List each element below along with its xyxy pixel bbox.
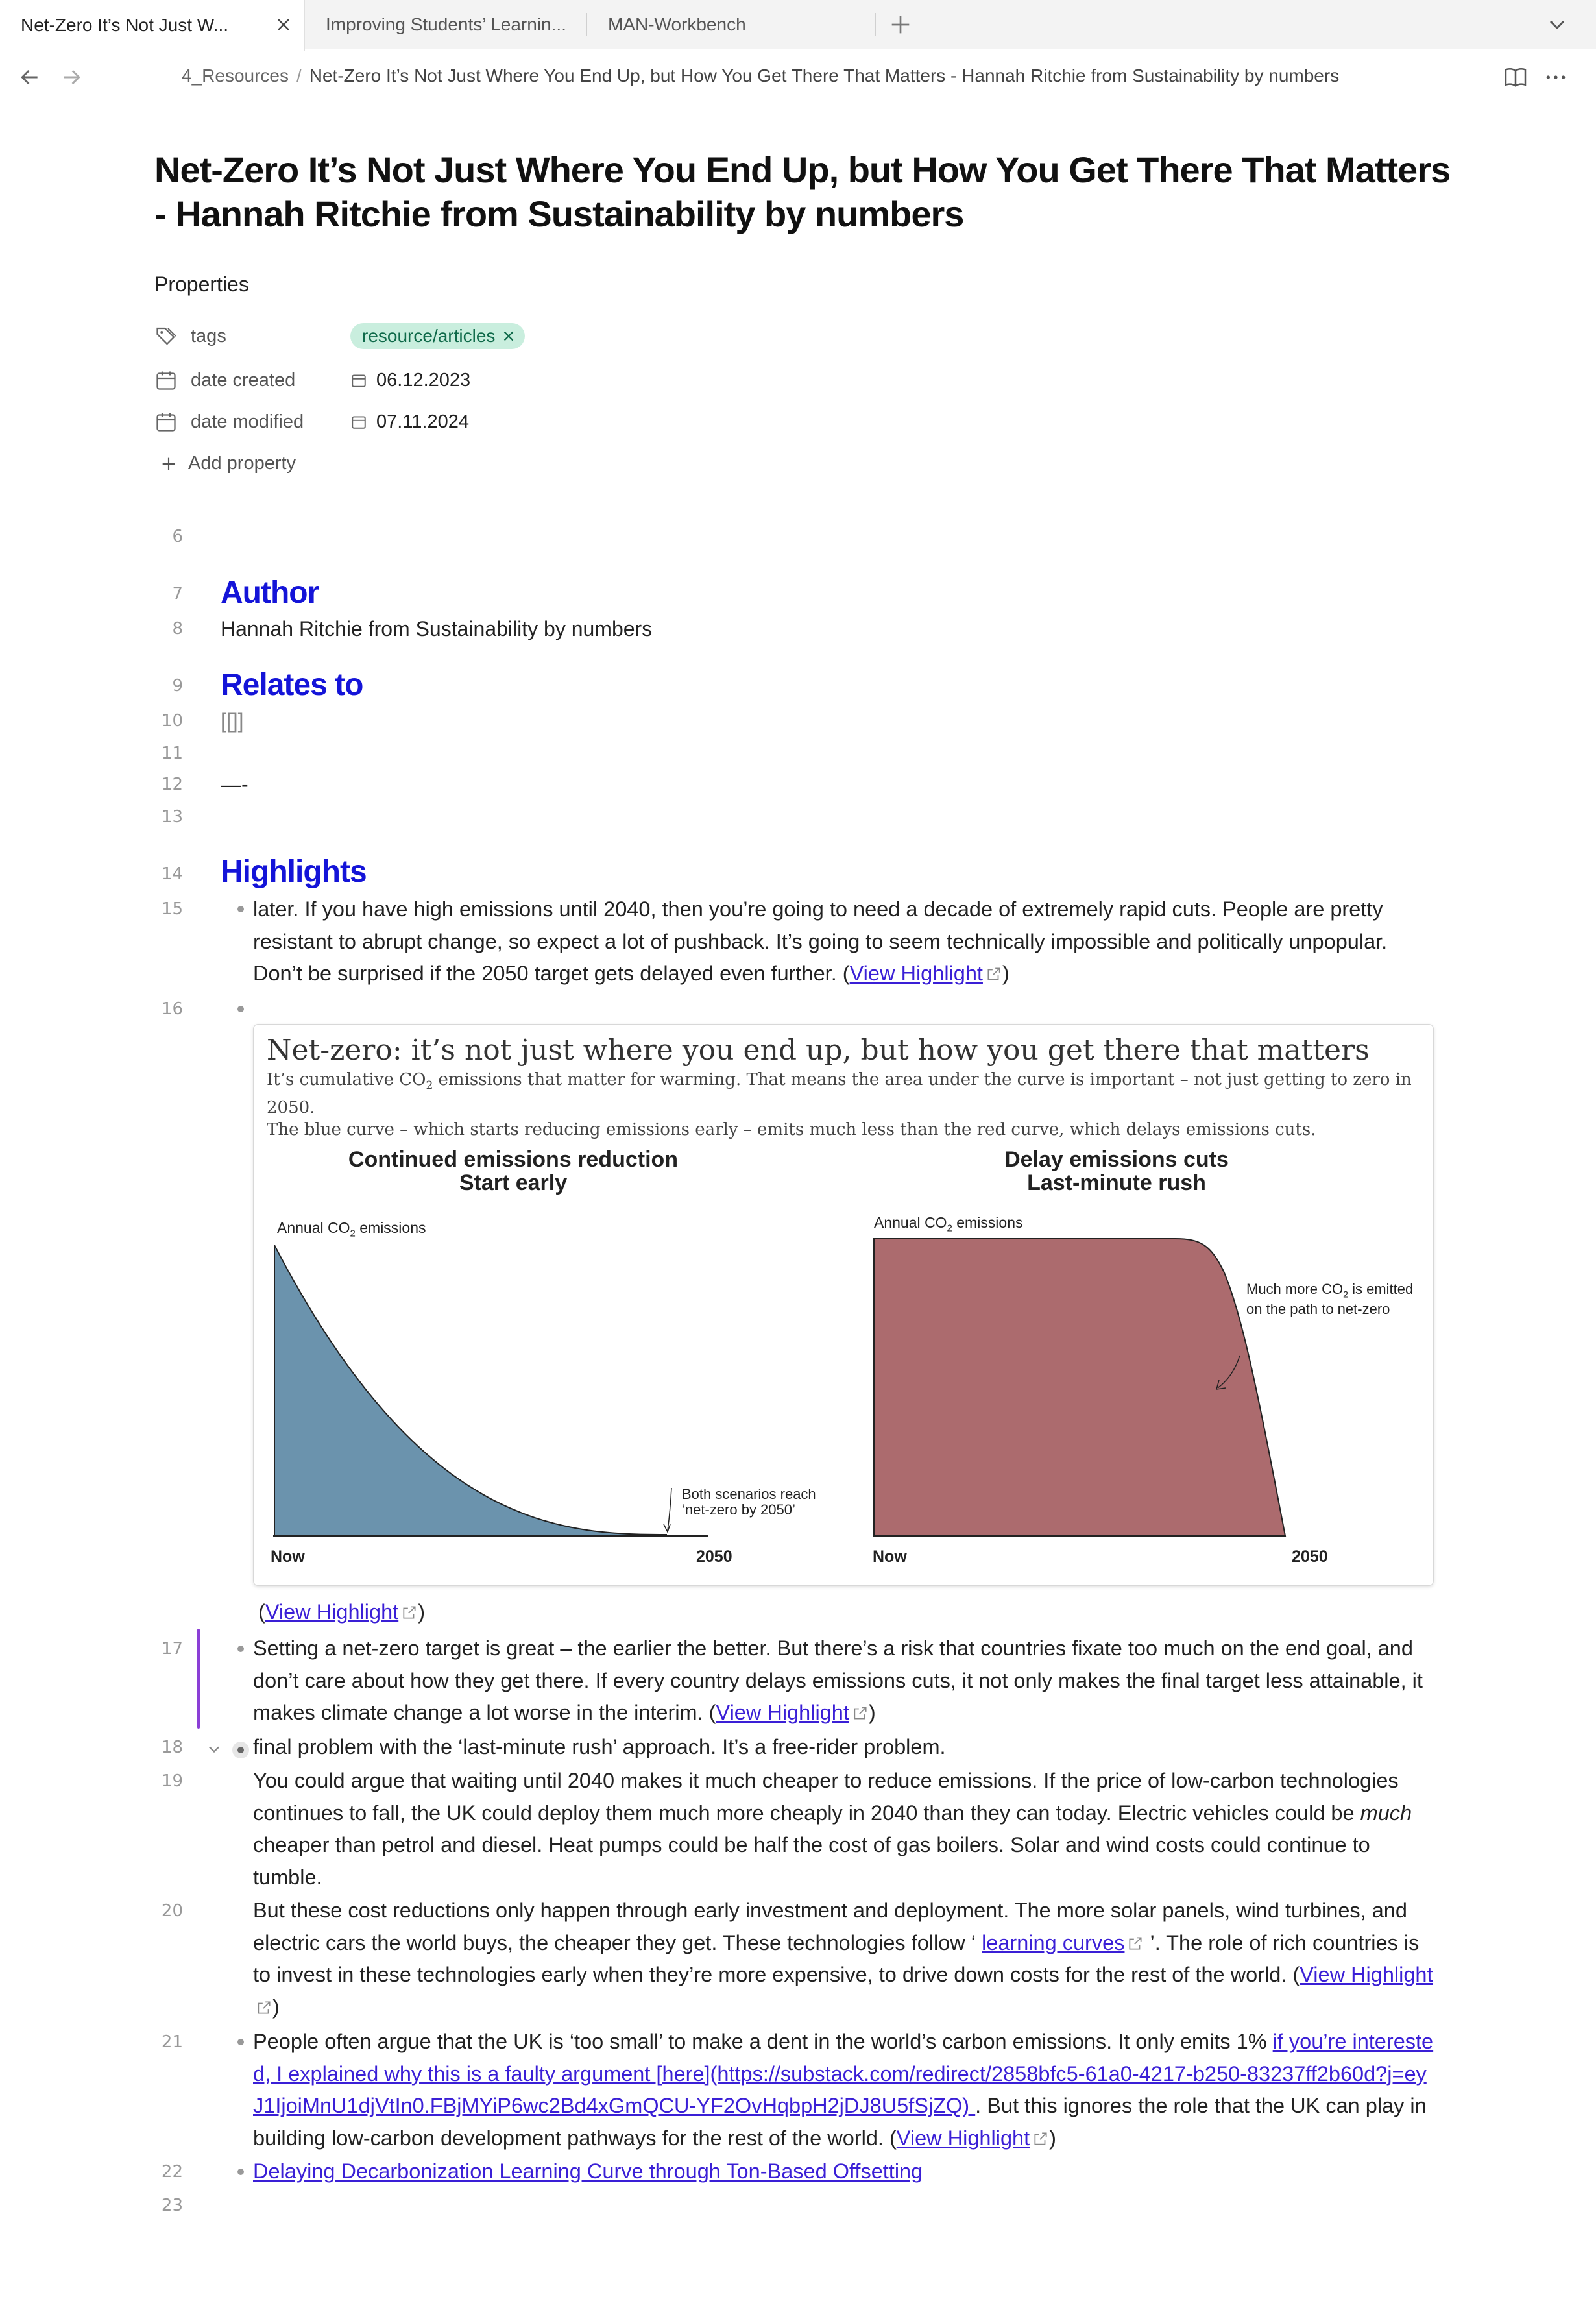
view-highlight-link[interactable]: View Highlight [896, 2126, 1030, 2150]
external-link-icon [1127, 1935, 1144, 1952]
remove-tag-icon[interactable] [502, 329, 516, 343]
breadcrumb [182, 66, 1339, 86]
date-created-value[interactable] [350, 370, 470, 391]
calendar-small-icon [350, 372, 367, 389]
left-annotation [682, 1487, 816, 1518]
tab-man-workbench[interactable] [587, 0, 866, 49]
property-name[interactable]: date created [191, 369, 296, 391]
tab-label: Improving Students’ Learnin... [326, 14, 566, 34]
highlight-paragraph[interactable]: Setting a net-zero target is great – the earlier the better. But there’s a risk that countries fixate too much on the end goal, and don’t care about how they get there. If every country delays emissions cuts, it not only makes the final target less attainable, it makes climate change a lot worse in the interim. (View Highlight ) [253, 1636, 1423, 1724]
subtitle-text: The blue curve – which starts reducing emissions early – emits much less than the red curve, which delays emissions cuts. [267, 1120, 1316, 1140]
line-number: 6 [172, 527, 183, 546]
line-number: 15 [161, 899, 183, 919]
property-name[interactable]: date modified [191, 411, 304, 432]
subtitle-text: It’s cumulative CO [267, 1070, 426, 1089]
annotation-subscript: 2 [1343, 1289, 1348, 1300]
tab-label: MAN-Workbench [608, 14, 746, 34]
line-number: 21 [161, 2032, 183, 2052]
left-x-tick-end: 2050 [696, 1548, 732, 1566]
line-number: 12 [161, 775, 183, 794]
tab-net-zero[interactable] [0, 0, 305, 51]
bullet [237, 1006, 244, 1012]
property-tags [154, 321, 525, 352]
highlight-text: But these cost reductions only happen through early investment and deployment. The more solar panels, wind turbines, and electric cars the world buys, the cheaper they get. These technologies follow ‘ [253, 1899, 1407, 1954]
calendar-small-icon [350, 413, 367, 430]
highlight-paragraph[interactable]: People often argue that the UK is ‘too small’ to make a dent in the world’s carbon emissions. It only emits 1% if you’re interested, I explained why this is a faulty argument [here](https://substack.com/redirect/2858bfc5-61a0-4217-b250-83237ff2b60d?j=eyJ1IjoiMnU1djVtIn0.FBjMYiP6wc2Bd4xGmQCU-YF2OvHqbpH2jDJ8U5fSjZQ) . But this ignores the role that the UK can play in building low-carbon development pathways for the rest of the world. (View Highlight ) [253, 2030, 1434, 2150]
line-number: 9 [172, 676, 183, 696]
view-highlight-link[interactable]: View Highlight [849, 962, 983, 985]
highlight-paragraph[interactable] [253, 1765, 1434, 1893]
subtitle-text: emissions that matter for warming. That means the area under the curve is important – not just getting to zero in 2050. [267, 1070, 1412, 1118]
line-number: 7 [172, 584, 183, 603]
more-options-icon[interactable] [1543, 64, 1569, 90]
subtitle-subscript: 2 [426, 1079, 433, 1093]
collapsible-bullet[interactable] [232, 1742, 249, 1758]
right-panel-title-line: Last-minute rush [1027, 1171, 1206, 1195]
right-panel-title-line: Delay emissions cuts [1004, 1147, 1229, 1172]
new-tab-icon[interactable] [888, 12, 913, 38]
heading-highlights[interactable]: Highlights [221, 855, 367, 889]
reading-view-icon[interactable] [1503, 64, 1529, 90]
left-y-axis-label [277, 1219, 426, 1239]
annotation-arrowhead [664, 1524, 670, 1532]
external-link-icon [1032, 2130, 1049, 2147]
left-panel-title-line: Continued emissions reduction [348, 1147, 679, 1172]
line-number: 23 [161, 2196, 183, 2215]
line-number: 10 [161, 711, 183, 731]
bullet [237, 1747, 244, 1753]
view-highlight-link[interactable]: View Highlight [716, 1701, 849, 1724]
learning-curves-link[interactable]: learning curves [982, 1930, 1125, 1954]
annotation-line: Both scenarios reach [682, 1486, 816, 1502]
line-number: 20 [161, 1901, 183, 1921]
left-emissions-area [274, 1245, 666, 1536]
annotation-line [1246, 1282, 1413, 1302]
annotation-line: ‘net-zero by 2050’ [682, 1502, 795, 1518]
collapse-chevron-icon[interactable] [205, 1740, 223, 1758]
tag-label: resource/articles [362, 326, 496, 346]
annotation-line: on the path to net-zero [1246, 1301, 1390, 1318]
divider-text[interactable]: —- [221, 773, 248, 796]
embedded-chart-image[interactable] [253, 1024, 1434, 1586]
axis-text: Annual CO [874, 1214, 947, 1231]
date-text: 06.12.2023 [376, 369, 471, 391]
calendar-icon [154, 410, 178, 433]
right-x-tick-start: Now [873, 1548, 907, 1566]
breadcrumb-separator: / [296, 66, 302, 86]
property-date-created [154, 365, 470, 396]
bullet [237, 2169, 244, 2175]
right-annotation [1246, 1282, 1413, 1317]
tab-divider [875, 13, 876, 36]
highlight-text: . But this ignores the role that the UK can play in building low-carbon development pathways for the rest of the world. [253, 2094, 1427, 2150]
right-area-chart [870, 1232, 1337, 1544]
external-link-icon [985, 966, 1002, 982]
line-number: 16 [161, 999, 183, 1019]
highlight-paragraph[interactable]: But these cost reductions only happen through early investment and deployment. The more solar panels, wind turbines, and electric cars the world buys, the cheaper they get. These technologies follow ‘ learning curves ’. The role of rich countries is to invest in these technologies early when they’re more expensive, to drive down costs for the rest of the world. (View Highlight) [253, 1899, 1433, 2019]
relates-to-link[interactable]: [[]] [221, 709, 244, 733]
bullet [237, 906, 244, 912]
image-caption[interactable]: (View Highlight ) [258, 1600, 426, 1624]
breadcrumb-folder[interactable]: 4_Resources [182, 66, 289, 86]
close-icon[interactable] [274, 16, 293, 34]
external-link-icon [256, 1999, 272, 2016]
left-area-chart [273, 1239, 714, 1544]
axis-text: emissions [355, 1219, 426, 1236]
author-text[interactable]: Hannah Ritchie from Sustainability by numbers [221, 617, 653, 640]
tab-label: Net-Zero It’s Not Just W... [21, 15, 229, 35]
view-highlight-link[interactable]: View Highlight [265, 1600, 399, 1624]
right-y-axis-label [874, 1214, 1023, 1234]
calendar-icon [154, 369, 178, 392]
highlight-text: People often argue that the UK is ‘too small’ to make a dent in the world’s carbon emissions. It only emits 1% [253, 2030, 1273, 2053]
tab-improving-students[interactable] [305, 0, 584, 49]
line-number: 18 [161, 1738, 183, 1757]
date-modified-value[interactable] [350, 411, 469, 433]
highlight-text: later. If you have high emissions until 2040, then you’re going to need a decade of extremely rapid cuts. People are pretty resistant to abrupt change, so expect a lot of pushback. It’s going to seem technically impossible and politically unpopular. Don’t be surprised if the 2050 target gets delayed even further. [253, 897, 1388, 985]
add-property-label: Add property [188, 453, 296, 474]
chevron-down-icon[interactable] [1544, 12, 1570, 38]
navigation-bar [0, 50, 1596, 104]
property-date-modified [154, 406, 469, 437]
right-emissions-area [874, 1239, 1285, 1536]
line-number: 17 [161, 1639, 183, 1659]
right-x-tick-end: 2050 [1292, 1548, 1328, 1566]
line-number: 14 [161, 864, 183, 884]
highlight-text: ’. The role of rich countries is to invest in these technologies early when they’re more expensive, to drive down costs for the rest of the world. [253, 1930, 1420, 1986]
image-subtitle [267, 1069, 1428, 1141]
annotation-text: is emitted [1348, 1281, 1414, 1297]
add-property-button[interactable] [158, 453, 296, 474]
plus-icon [158, 454, 179, 474]
axis-text: emissions [952, 1214, 1023, 1231]
line-number: 19 [161, 1771, 183, 1791]
right-panel-title [941, 1148, 1292, 1195]
highlight-text: You could argue that waiting until 2040 makes it much cheaper to reduce emissions. If the price of low-carbon technologies continues to fall, the UK could deploy them much more cheaply in 2040 than they can today. Electric vehicles could be [253, 1769, 1399, 1825]
view-highlight-link[interactable]: View Highlight [1300, 1963, 1433, 1986]
forward-arrow-icon[interactable] [58, 64, 84, 90]
annotation-text: Much more CO [1246, 1281, 1344, 1297]
axis-subscript: 2 [947, 1222, 952, 1234]
left-panel-title-line: Start early [459, 1171, 568, 1195]
back-arrow-icon[interactable] [17, 64, 43, 90]
highlight-text: cheaper than petrol and diesel. Heat pumps could be half the cost of gas boilers. Solar and wind costs could continue to tumble. [253, 1833, 1370, 1889]
internal-note-link[interactable]: Delaying Decarbonization Learning Curve through Ton-Based Offsetting [253, 2159, 923, 2183]
heading-relates-to[interactable]: Relates to [221, 668, 363, 702]
emphasis-text: much [1360, 1801, 1412, 1825]
external-link-icon [852, 1705, 869, 1721]
property-name[interactable]: tags [191, 325, 226, 347]
breadcrumb-current[interactable]: Net-Zero It’s Not Just Where You End Up, but How You Get There That Matters - Hannah Ritchie from Sustainability by numbers [309, 66, 1340, 86]
external-link-icon [401, 1604, 418, 1621]
highlight-paragraph[interactable]: final problem with the ‘last-minute rush’ approach. It’s a free-rider problem. [253, 1735, 946, 1758]
left-x-tick-start: Now [271, 1548, 305, 1566]
highlight-paragraph[interactable]: later. If you have high emissions until 2040, then you’re going to need a decade of extremely rapid cuts. People are pretty resistant to abrupt change, so expect a lot of pushback. It’s going to seem technically impossible and politically unpopular. Don’t be surprised if the 2050 target gets delayed even further. (View Highlight ) [253, 897, 1388, 985]
line-number: 22 [161, 2162, 183, 2182]
axis-subscript: 2 [350, 1228, 356, 1239]
highlight-text: Setting a net-zero target is great – the earlier the better. But there’s a risk that countries fixate too much on the end goal, and don’t care about how they get there. If every country delays emissions cuts, it not only makes the final target less attainable, it makes climate change a lot worse in the interim. [253, 1636, 1423, 1724]
line-number: 13 [161, 807, 183, 827]
heading-author[interactable]: Author [221, 576, 319, 610]
page-title[interactable]: Net-Zero It’s Not Just Where You End Up, but How You Get There That Matters - Hannah Ritchie from Sustainability by numbers [154, 149, 1451, 234]
tag-pill[interactable] [350, 323, 525, 349]
date-text: 07.11.2024 [376, 411, 469, 432]
properties-heading[interactable]: Properties [154, 273, 249, 296]
image-title: Net-zero: it’s not just where you end up, but how you get there that matters [267, 1034, 1370, 1067]
tab-bar [0, 0, 1596, 49]
line-number: 8 [172, 619, 183, 639]
highlight-paragraph[interactable] [253, 2156, 1434, 2188]
faulty-argument-link[interactable]: if you’re interested, I explained why this is a faulty argument [here](https://substack.com/redirect/2858bfc5-61a0-4217-b250-83237ff2b60d?j=eyJ1IjoiMnU1djVtIn0.FBjMYiP6wc2Bd4xGmQCU-YF2OvHqbpH2jDJ8U5fSjZQ) [253, 2030, 1434, 2117]
axis-text: Annual CO [277, 1219, 350, 1236]
bullet [237, 2039, 244, 2045]
annotation-arrow [668, 1488, 671, 1531]
active-line-indicator [197, 1629, 200, 1729]
tags-icon [154, 324, 178, 348]
line-number: 11 [161, 744, 183, 763]
left-panel-title [312, 1148, 714, 1195]
bullet [237, 1646, 244, 1652]
